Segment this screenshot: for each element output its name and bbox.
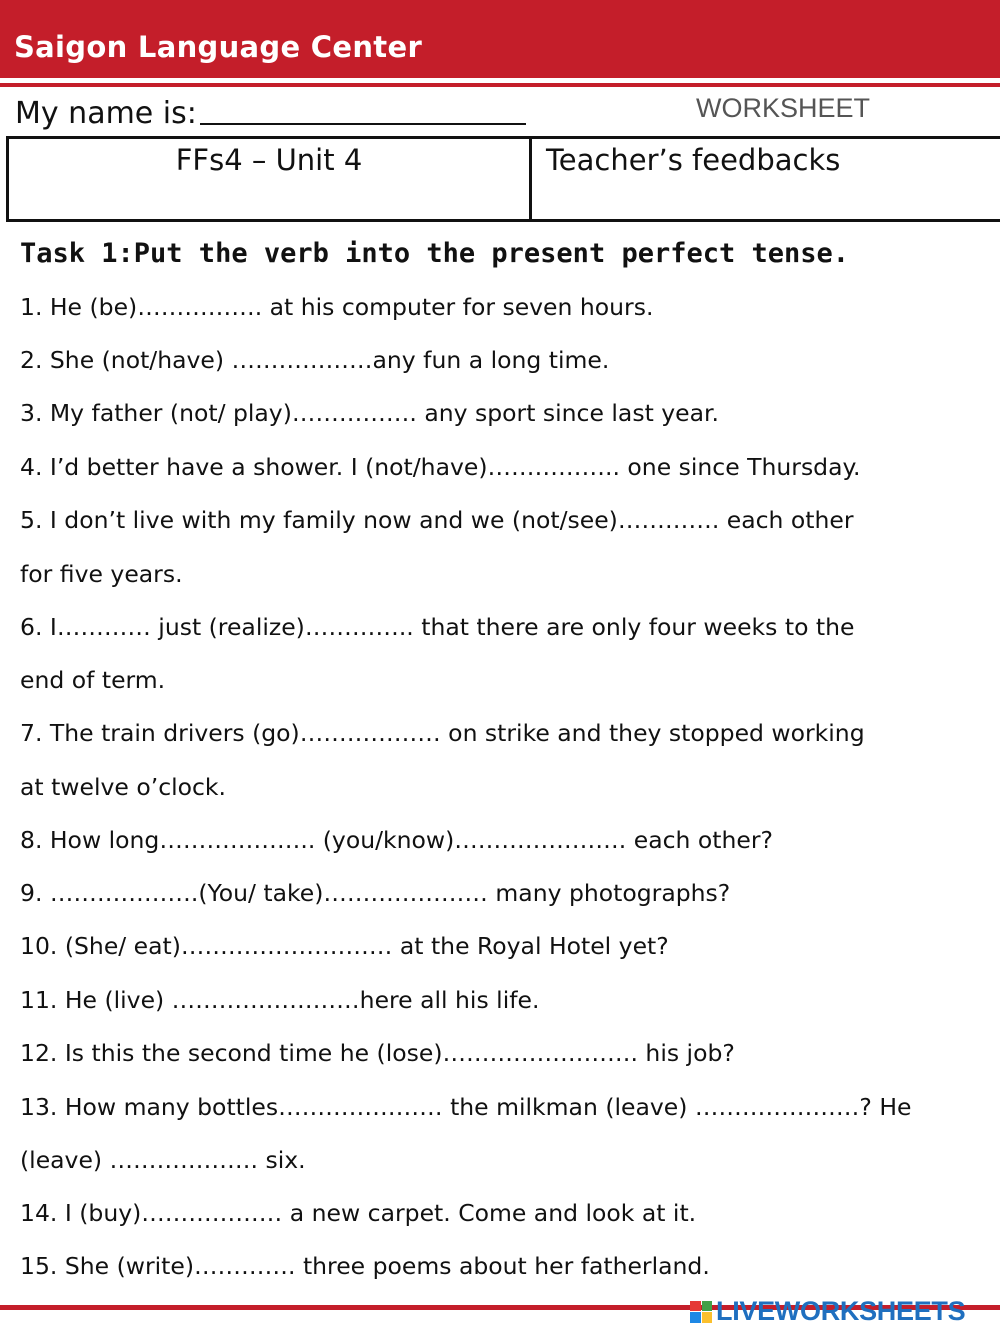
exercise-line: 7. The train drivers (go)……………… on strike and they stopped working <box>20 719 865 747</box>
exercise-line: 8. How long……………….. (you/know)…………………. each other? <box>20 826 773 854</box>
exercise-line: (leave) ………………. six. <box>20 1146 306 1174</box>
task-title: Task 1:Put the verb into the present perfect tense. <box>20 238 850 269</box>
liveworksheets-logo[interactable] <box>690 1296 965 1327</box>
header-divider <box>0 83 1000 87</box>
liveworksheets-logo-text: LIVEWORKSHEETS <box>716 1296 966 1326</box>
exercise-line: 2. She (not/have) ………………any fun a long time. <box>20 346 610 374</box>
exercise-line: 15. She (write)…………. three poems about her fatherland. <box>20 1252 710 1280</box>
name-label: My name is: <box>15 96 197 131</box>
exercise-line: 3. My father (not/ play)……………. any sport since last year. <box>20 399 719 427</box>
exercise-line: 1. He (be)……………. at his computer for seven hours. <box>20 293 654 321</box>
unit-label: FFs4 – Unit 4 <box>175 143 363 177</box>
exercise-line: 6. I………… just (realize)………….. that there are only four weeks to the <box>20 613 855 641</box>
teacher-feedback-label: Teacher’s feedbacks <box>546 143 841 177</box>
header-bar <box>0 0 1000 78</box>
header-title: Saigon Language Center <box>14 30 423 64</box>
exercise-line: end of term. <box>20 666 166 694</box>
exercise-line: 14. I (buy)……………… a new carpet. Come and look at it. <box>20 1199 697 1227</box>
name-input-line[interactable] <box>200 123 526 125</box>
worksheet-label: WORKSHEET <box>696 93 871 123</box>
exercise-line: 13. How many bottles………………… the milkman (leave) …………………? He <box>20 1093 912 1121</box>
exercise-line: at twelve o’clock. <box>20 773 227 801</box>
info-box-divider <box>529 136 532 222</box>
liveworksheets-logo-icon <box>690 1301 712 1323</box>
exercise-line: 12. Is this the second time he (lose)……………………. his job? <box>20 1039 735 1067</box>
exercise-line: 11. He (live) ……………………here all his life. <box>20 986 540 1014</box>
exercise-line: 5. I don’t live with my family now and we (not/see)…………. each other <box>20 506 854 534</box>
exercise-line: 9. ……………….(You/ take)………………… many photographs? <box>20 879 731 907</box>
exercise-line: for five years. <box>20 560 183 588</box>
exercise-line: 4. I’d better have a shower. I (not/have)…………….. one since Thursday. <box>20 453 861 481</box>
exercise-line: 10. (She/ eat)……………………… at the Royal Hotel yet? <box>20 932 669 960</box>
